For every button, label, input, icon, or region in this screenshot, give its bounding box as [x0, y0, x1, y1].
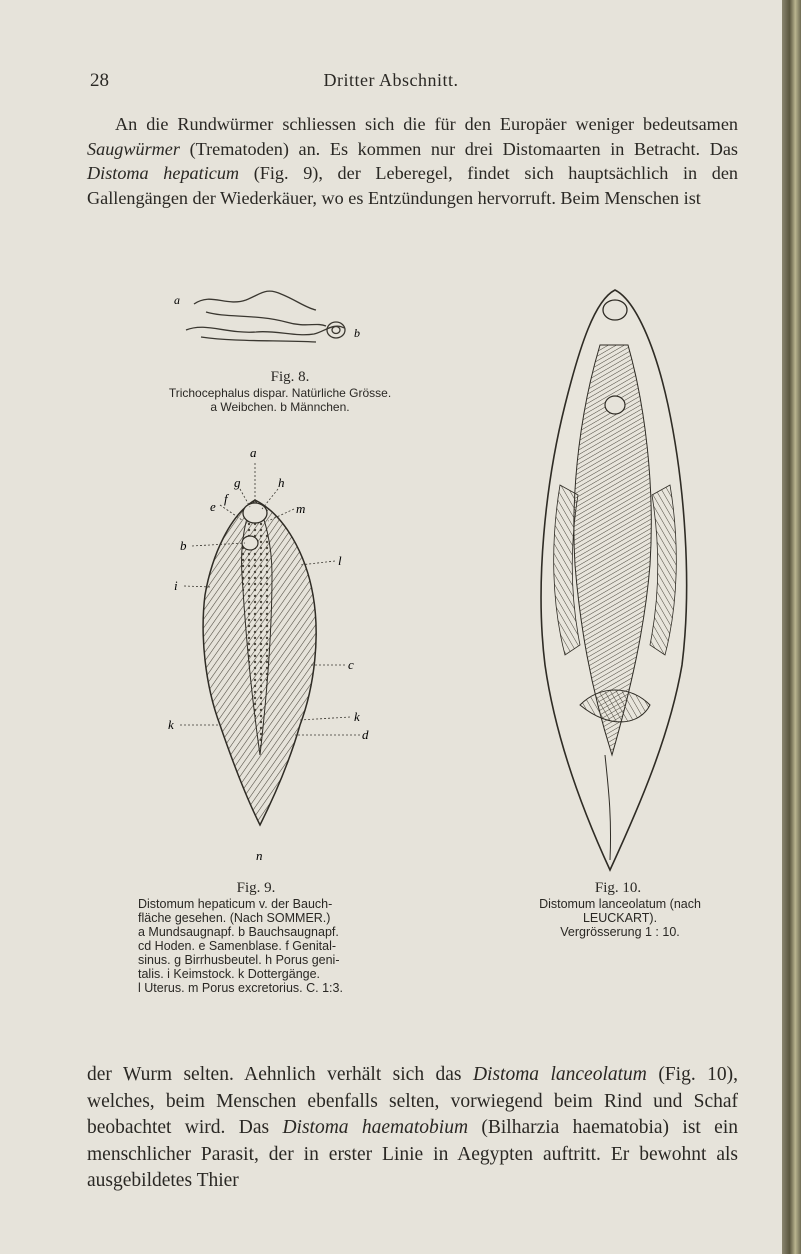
text-run: (Fig. 9), der Leberegel, findet sich hauptsächlich in den Gallengängen der Wiederkäuer, wo es Entzündungen hervorruft. Beim Menschen ist [87, 163, 738, 208]
figure-10-caption [470, 897, 770, 939]
book-binding-edge [782, 0, 801, 1254]
text-run-italic: Saugwürmer [87, 138, 180, 159]
figure-9-caption-line: fläche gesehen. (Nach SOMMER.) [138, 911, 331, 925]
figure-9-letter-n: n [256, 848, 263, 863]
figure-8 [160, 280, 420, 415]
figure-9-caption-line: l Uterus. m Porus excretorius. C. 1:3. [138, 981, 343, 995]
figure-9-letter-i: i [174, 578, 178, 593]
text-run: An die Rundwürmer schliessen sich die für den Europäer weniger bedeutsamen [115, 114, 738, 134]
figure-9-letter-k-right: k [354, 709, 360, 724]
figure-8-label: Fig. 8. [270, 369, 310, 385]
figure-10-illustration [520, 285, 710, 875]
figure-9-caption-line: Distomum hepaticum v. der Bauch- [138, 897, 333, 911]
text-run-italic: Distoma haematobium [282, 1117, 469, 1138]
figure-8-letter-a: a [174, 293, 180, 307]
figure-9-caption-line: talis. i Keimstock. k Dottergänge. [138, 967, 321, 981]
figure-8-caption-line: Trichocephalus dispar. Natürliche Grösse. [168, 386, 392, 400]
figure-9-caption [138, 897, 438, 995]
figure-9-letter-h: h [278, 475, 285, 490]
figure-10 [520, 285, 710, 875]
text-run-italic: Distoma hepaticum [87, 163, 240, 183]
figure-9-letter-k-left: k [168, 717, 174, 732]
figure-10-label: Fig. 10. [594, 880, 642, 896]
figure-10-caption-line: Distomum lanceolatum (nach [539, 897, 701, 911]
figure-9-caption-line: a Mundsaugnapf. b Bauchsaugnapf. [138, 925, 339, 939]
text-run: (Trematoden) an. Es kommen nur drei Distomaarten in Betracht. Das [179, 138, 738, 159]
figure-10-caption-line: Vergrösserung 1 : 10. [560, 925, 680, 939]
figure-9-caption-line: sinus. g Birrhusbeutel. h Porus geni- [138, 953, 340, 967]
figure-9-letter-b: b [180, 538, 187, 553]
figure-8-letter-b: b [354, 326, 360, 340]
running-title: Dritter Abschnitt. [323, 70, 459, 90]
figure-9-letter-g: g [234, 475, 241, 490]
figure-9-letter-m: m [296, 501, 306, 516]
figure-9-letter-a: a [250, 445, 257, 460]
text-run-italic: Distoma lanceolatum [472, 1064, 647, 1085]
page-number: 28 [90, 70, 109, 91]
figure-9-letter-l: l [338, 553, 342, 568]
figure-9-caption-line: cd Hoden. e Samenblase. f Genital- [138, 939, 337, 953]
figure-8-caption [130, 386, 430, 414]
figure-10-caption-line: LEUCKART). [582, 911, 658, 925]
figure-9-letter-e: e [210, 499, 216, 514]
page-header [0, 70, 782, 96]
text-run: (Fig. 10), welches, beim Menschen ebenfalls selten, vorwiegend beim Rind und Schaf beobachtet wird. Das [87, 1064, 738, 1138]
figure-9-letter-f: f [224, 491, 228, 506]
paragraph-intro [87, 112, 738, 210]
text-run: (Bilharzia haematobia) ist ein menschlicher Parasit, der in erster Linie in Aegypten auftritt. Er bewohnt als ausgebildetes Thier [87, 1117, 738, 1191]
figure-9-letter-d: d [362, 727, 369, 742]
figure-9-label: Fig. 9. [236, 880, 276, 896]
text-run: der Wurm selten. Aehnlich verhält sich das [87, 1064, 473, 1085]
figure-9-illustration [150, 425, 380, 870]
figure-8-caption-line: a Weibchen. b Männchen. [210, 400, 350, 414]
paragraph-continuation [87, 1062, 738, 1195]
figure-8-illustration [166, 282, 366, 367]
figure-9 [150, 425, 380, 870]
figure-9-letter-c: c [348, 657, 354, 672]
